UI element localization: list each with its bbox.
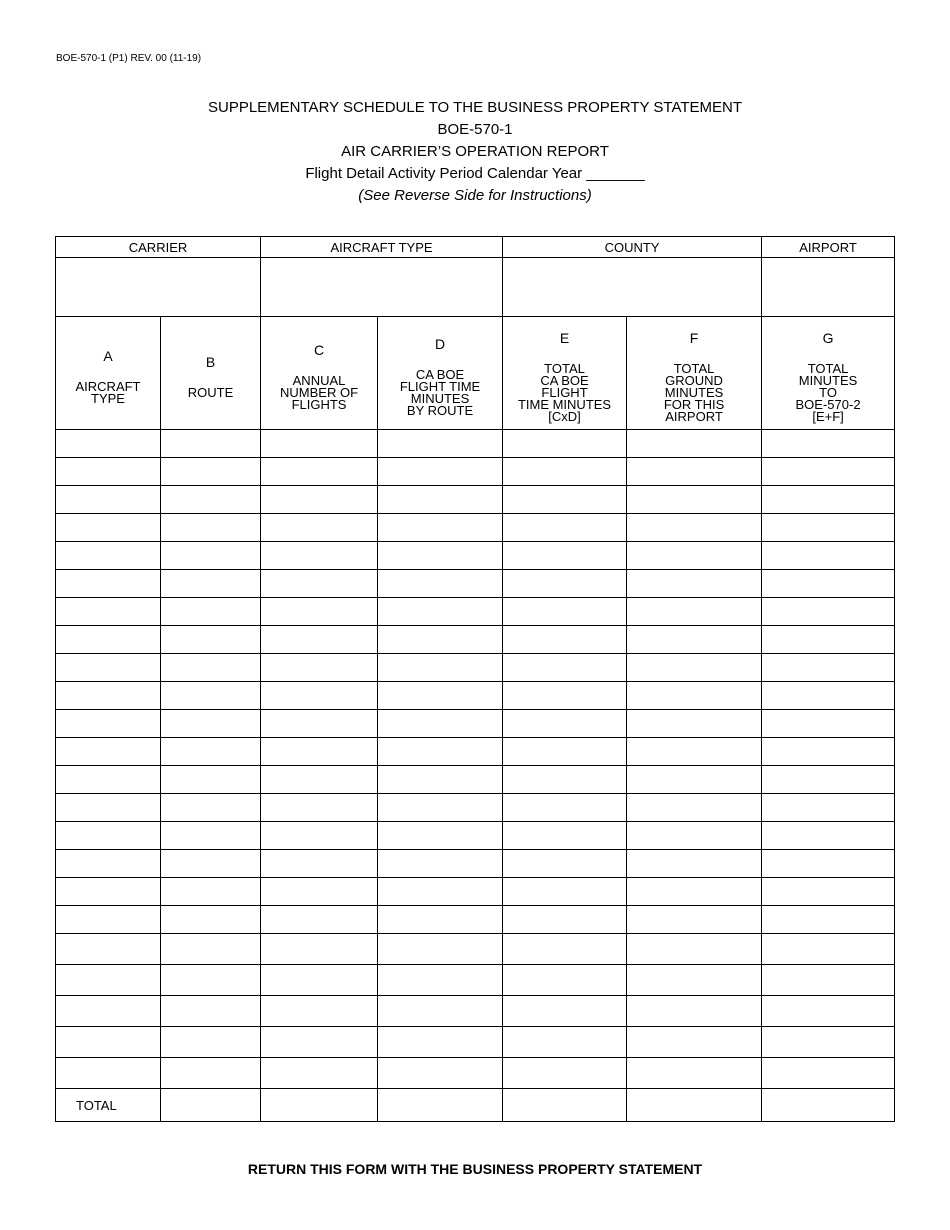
form-number: BOE-570-1: [437, 121, 513, 138]
table-cell[interactable]: [627, 850, 762, 878]
table-cell[interactable]: [378, 906, 503, 934]
column-label: ANNUAL NUMBER OF FLIGHTS: [280, 372, 359, 412]
table-cell[interactable]: [261, 794, 378, 822]
table-cell[interactable]: [627, 1058, 762, 1089]
table-cell[interactable]: [503, 878, 627, 906]
title-block: [0, 97, 950, 207]
table-cell[interactable]: [627, 996, 762, 1027]
table-cell[interactable]: [627, 542, 762, 570]
table-cell[interactable]: [261, 850, 378, 878]
table-cell[interactable]: [627, 598, 762, 626]
table-cell[interactable]: [161, 996, 261, 1027]
table-cell[interactable]: [261, 458, 378, 486]
table-cell[interactable]: [56, 1027, 161, 1058]
table-cell[interactable]: [627, 794, 762, 822]
table-cell[interactable]: [503, 682, 627, 710]
table-cell[interactable]: [503, 934, 627, 965]
table-cell[interactable]: [161, 794, 261, 822]
table-cell[interactable]: [161, 654, 261, 682]
table-row: [56, 822, 895, 850]
table-cell[interactable]: [378, 822, 503, 850]
aircraft-type-field[interactable]: [261, 258, 503, 317]
table-cell[interactable]: [261, 626, 378, 654]
table-cell[interactable]: [161, 430, 261, 458]
header-entry-row: [56, 258, 895, 317]
table-cell[interactable]: [378, 766, 503, 794]
table-cell[interactable]: [56, 598, 161, 626]
table-cell[interactable]: [261, 542, 378, 570]
table-cell[interactable]: [627, 626, 762, 654]
table-cell[interactable]: [161, 682, 261, 710]
column-f-header: [627, 317, 762, 430]
table-cell[interactable]: [261, 738, 378, 766]
table-cell[interactable]: [56, 570, 161, 598]
table-cell[interactable]: [762, 542, 895, 570]
table-cell[interactable]: [161, 965, 261, 996]
table-cell[interactable]: [56, 458, 161, 486]
table-cell[interactable]: [762, 794, 895, 822]
report-title: AIR CARRIER’S OPERATION REPORT: [341, 143, 609, 160]
table-cell[interactable]: [762, 626, 895, 654]
column-letter: G: [822, 329, 834, 346]
entry-rows: [56, 430, 895, 1089]
table-cell[interactable]: [378, 654, 503, 682]
table-row: [56, 514, 895, 542]
table-cell[interactable]: [161, 850, 261, 878]
table-cell[interactable]: [503, 906, 627, 934]
table-cell[interactable]: [378, 878, 503, 906]
form-title: SUPPLEMENTARY SCHEDULE TO THE BUSINESS PROPERTY STATEMENT: [207, 99, 743, 116]
table-row: [56, 430, 895, 458]
form-id: BOE-570-1 (P1) REV. 00 (11-19): [56, 53, 202, 64]
table-cell[interactable]: [762, 996, 895, 1027]
carrier-field[interactable]: [56, 258, 261, 317]
table-cell[interactable]: [762, 458, 895, 486]
table-cell[interactable]: [56, 934, 161, 965]
table-cell[interactable]: [56, 430, 161, 458]
table-cell[interactable]: [762, 710, 895, 738]
table-cell[interactable]: [378, 514, 503, 542]
table-cell[interactable]: [261, 906, 378, 934]
table-cell[interactable]: [161, 514, 261, 542]
table-cell[interactable]: [378, 1027, 503, 1058]
table-cell[interactable]: [762, 1058, 895, 1089]
table-cell[interactable]: [503, 458, 627, 486]
table-cell[interactable]: [261, 996, 378, 1027]
table-cell[interactable]: [261, 822, 378, 850]
table-cell[interactable]: [56, 965, 161, 996]
table-cell[interactable]: [627, 1027, 762, 1058]
column-letter: F: [689, 329, 699, 346]
table-cell[interactable]: [762, 766, 895, 794]
table-cell[interactable]: [627, 766, 762, 794]
table-cell[interactable]: [503, 598, 627, 626]
total-cell[interactable]: [762, 1089, 895, 1122]
column-letter: B: [205, 353, 216, 370]
calendar-year-line: Flight Detail Activity Period Calendar Year _______: [305, 165, 645, 182]
column-d-header: [378, 317, 503, 430]
table-cell[interactable]: [378, 738, 503, 766]
table-cell[interactable]: [627, 682, 762, 710]
column-label: ROUTE: [187, 384, 234, 400]
table-row: [56, 794, 895, 822]
table-row: [56, 1058, 895, 1089]
table-cell[interactable]: [762, 514, 895, 542]
table-cell[interactable]: [161, 710, 261, 738]
table-cell[interactable]: [378, 542, 503, 570]
table-cell[interactable]: [378, 996, 503, 1027]
table-cell[interactable]: [161, 822, 261, 850]
table-cell[interactable]: [762, 906, 895, 934]
table-cell[interactable]: [161, 1027, 261, 1058]
table-cell[interactable]: [503, 570, 627, 598]
table-cell[interactable]: [762, 682, 895, 710]
table-cell[interactable]: [378, 1058, 503, 1089]
column-label: TOTAL CA BOE FLIGHT TIME MINUTES [CxD]: [517, 360, 612, 424]
column-header-row: [56, 317, 895, 430]
column-letter: A: [103, 347, 113, 364]
table-cell[interactable]: [503, 486, 627, 514]
table-row: [56, 934, 895, 965]
column-e-header: [503, 317, 627, 430]
table-cell[interactable]: [56, 542, 161, 570]
table-cell[interactable]: [261, 710, 378, 738]
table-cell[interactable]: [627, 654, 762, 682]
table-cell[interactable]: [261, 486, 378, 514]
table-cell[interactable]: [627, 738, 762, 766]
column-label: TOTAL MINUTES TO BOE-570-2 [E+F]: [795, 360, 861, 424]
column-letter: C: [313, 341, 325, 358]
table-cell[interactable]: [161, 598, 261, 626]
table-row: [56, 1027, 895, 1058]
table-cell[interactable]: [627, 570, 762, 598]
table-cell[interactable]: [503, 965, 627, 996]
table-cell[interactable]: [762, 878, 895, 906]
airport-header: AIRPORT: [762, 237, 895, 258]
column-label: TOTAL GROUND MINUTES FOR THIS AIRPORT: [663, 360, 725, 424]
table-cell[interactable]: [261, 766, 378, 794]
table-cell[interactable]: [378, 682, 503, 710]
county-field[interactable]: [503, 258, 762, 317]
table-row: [56, 710, 895, 738]
table-cell[interactable]: [261, 934, 378, 965]
table-cell[interactable]: [503, 430, 627, 458]
table-cell[interactable]: [161, 542, 261, 570]
operation-report-table: [55, 236, 895, 1122]
table-cell[interactable]: [762, 486, 895, 514]
table-cell[interactable]: [627, 906, 762, 934]
table-cell[interactable]: [503, 654, 627, 682]
table-cell[interactable]: [161, 626, 261, 654]
table-cell[interactable]: [261, 965, 378, 996]
table-cell[interactable]: [378, 794, 503, 822]
table-cell[interactable]: [261, 1027, 378, 1058]
table-cell[interactable]: [261, 1058, 378, 1089]
column-b-header: [161, 317, 261, 430]
table-row: [56, 542, 895, 570]
table-cell[interactable]: [161, 1058, 261, 1089]
total-row: [56, 1089, 895, 1122]
table-cell[interactable]: [762, 850, 895, 878]
table-cell[interactable]: [378, 598, 503, 626]
column-g-header: [762, 317, 895, 430]
table-cell[interactable]: [503, 996, 627, 1027]
table-cell[interactable]: [161, 570, 261, 598]
table-cell[interactable]: [627, 514, 762, 542]
footer-notice: RETURN THIS FORM WITH THE BUSINESS PROPERTY STATEMENT: [247, 1161, 703, 1177]
table-cell[interactable]: [378, 710, 503, 738]
table-cell[interactable]: [503, 822, 627, 850]
total-cell[interactable]: [627, 1089, 762, 1122]
table-cell[interactable]: [56, 738, 161, 766]
table-cell[interactable]: [627, 486, 762, 514]
table-cell[interactable]: [503, 1058, 627, 1089]
table-cell[interactable]: [161, 458, 261, 486]
total-cell[interactable]: [503, 1089, 627, 1122]
table-cell[interactable]: [762, 598, 895, 626]
table-cell[interactable]: [503, 850, 627, 878]
table-row: [56, 458, 895, 486]
table-cell[interactable]: [627, 934, 762, 965]
carrier-header: CARRIER: [56, 237, 261, 258]
table-cell[interactable]: [261, 654, 378, 682]
total-cell[interactable]: [378, 1089, 503, 1122]
table-cell[interactable]: [161, 766, 261, 794]
total-cell[interactable]: [161, 1089, 261, 1122]
table-cell[interactable]: [627, 430, 762, 458]
table-cell[interactable]: [161, 738, 261, 766]
table-row: [56, 965, 895, 996]
total-label: TOTAL: [56, 1089, 161, 1122]
table-row: [56, 850, 895, 878]
table-cell[interactable]: [56, 514, 161, 542]
table-cell[interactable]: [762, 430, 895, 458]
table-cell[interactable]: [762, 965, 895, 996]
table-cell[interactable]: [56, 766, 161, 794]
county-header: COUNTY: [503, 237, 762, 258]
table-cell[interactable]: [378, 934, 503, 965]
table-cell[interactable]: [503, 514, 627, 542]
table-cell[interactable]: [56, 996, 161, 1027]
table-cell[interactable]: [378, 570, 503, 598]
table-cell[interactable]: [503, 710, 627, 738]
table-row: [56, 486, 895, 514]
column-letter: D: [434, 335, 446, 352]
table-cell[interactable]: [56, 906, 161, 934]
table-cell[interactable]: [503, 542, 627, 570]
column-c-header: [261, 317, 378, 430]
instructions-note: (See Reverse Side for Instructions): [358, 187, 592, 204]
table-cell[interactable]: [261, 570, 378, 598]
table-cell[interactable]: [503, 738, 627, 766]
column-letter: E: [559, 329, 570, 346]
table-row: [56, 598, 895, 626]
table-cell[interactable]: [503, 766, 627, 794]
table-cell[interactable]: [161, 906, 261, 934]
table-cell[interactable]: [627, 710, 762, 738]
table-cell[interactable]: [378, 965, 503, 996]
table-cell[interactable]: [56, 710, 161, 738]
table-cell[interactable]: [762, 738, 895, 766]
table-cell[interactable]: [378, 486, 503, 514]
table-cell[interactable]: [627, 965, 762, 996]
table-cell[interactable]: [378, 626, 503, 654]
table-cell[interactable]: [762, 1027, 895, 1058]
table-cell[interactable]: [56, 850, 161, 878]
table-cell[interactable]: [261, 878, 378, 906]
table-row: [56, 626, 895, 654]
airport-field[interactable]: [762, 258, 895, 317]
table-cell[interactable]: [762, 654, 895, 682]
table-cell[interactable]: [378, 458, 503, 486]
table-row: [56, 878, 895, 906]
table-row: [56, 654, 895, 682]
table-cell[interactable]: [378, 850, 503, 878]
table-cell[interactable]: [627, 822, 762, 850]
table-cell[interactable]: [161, 878, 261, 906]
table-cell[interactable]: [762, 570, 895, 598]
table-row: [56, 766, 895, 794]
table-cell[interactable]: [56, 1058, 161, 1089]
table-cell[interactable]: [261, 514, 378, 542]
table-cell[interactable]: [56, 626, 161, 654]
column-a-header: [56, 317, 161, 430]
table-cell[interactable]: [56, 486, 161, 514]
table-row: [56, 682, 895, 710]
table-row: [56, 906, 895, 934]
table-cell[interactable]: [161, 934, 261, 965]
table-cell[interactable]: [261, 682, 378, 710]
aircraft-type-header: AIRCRAFT TYPE: [261, 237, 503, 258]
table-cell[interactable]: [261, 430, 378, 458]
table-cell[interactable]: [378, 430, 503, 458]
table-row: [56, 996, 895, 1027]
table-cell[interactable]: [503, 1027, 627, 1058]
table-row: [56, 738, 895, 766]
table-cell[interactable]: [56, 682, 161, 710]
table-cell[interactable]: [762, 934, 895, 965]
table-row: [56, 570, 895, 598]
table-cell[interactable]: [762, 822, 895, 850]
header-row: [56, 237, 895, 258]
table-cell[interactable]: [161, 486, 261, 514]
table-cell[interactable]: [503, 626, 627, 654]
column-label: CA BOE FLIGHT TIME MINUTES BY ROUTE: [399, 366, 481, 418]
column-label: AIRCRAFT TYPE: [75, 378, 141, 406]
total-cell[interactable]: [261, 1089, 378, 1122]
table-cell[interactable]: [627, 878, 762, 906]
table-cell[interactable]: [56, 822, 161, 850]
table-cell[interactable]: [261, 598, 378, 626]
table-cell[interactable]: [56, 794, 161, 822]
table-cell[interactable]: [56, 654, 161, 682]
table-cell[interactable]: [503, 794, 627, 822]
table-cell[interactable]: [56, 878, 161, 906]
table-cell[interactable]: [627, 458, 762, 486]
